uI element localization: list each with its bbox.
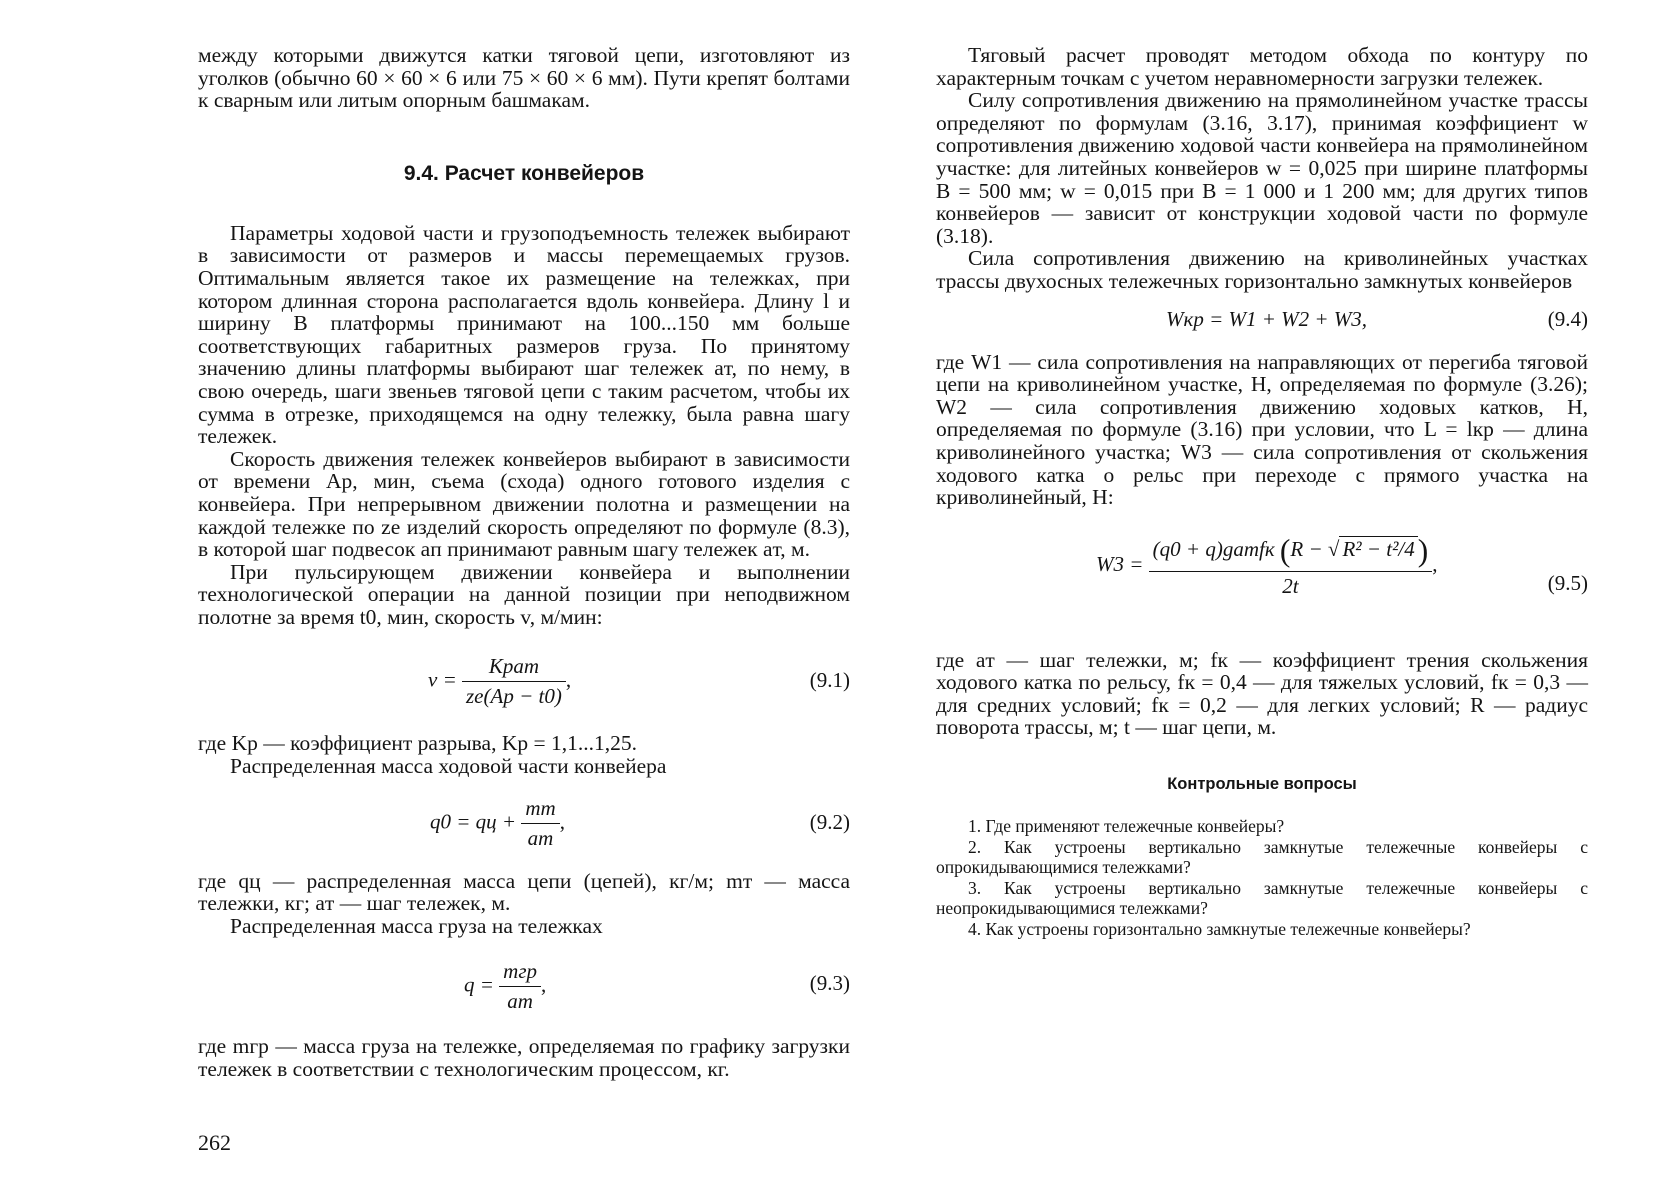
left-paragraph-2: Параметры ходовой части и грузоподъемность тележек выбирают в зависимости от размеров и массы перемещаемых грузов. Оптимальным является такое их размещение на тележках, при котором длинная сторона располагается вдоль конвейера. Длину l и ширину B платформы принимают на 100...150 мм больше соответствующих габаритных размеров груза. По принятому значению длины платформы выбирают шаг тележек aт, по нему, в свою очередь, шаги звеньев тяговой цепи с таким расчетом, чтобы их сумма в отрезке, приходящемся на одну тележку, была равна шагу тележек. bbox=[198, 220, 850, 449]
eq5-denominator: 2t bbox=[1282, 573, 1299, 598]
left-paragraph-1: между которыми движутся катки тяговой цепи, изготовляют из уголков (обычно 60 × 60 × 6 или 75 × 60 × 6 мм). Пути крепят болтами к сварным или литым опорным башмакам. bbox=[198, 43, 850, 113]
eq3-tail: , bbox=[541, 972, 547, 997]
left-paragraph-4: При пульсирующем движении конвейера и выполнении технологической операции на данной позиции при неподвижном полотне за время t0, мин, скорость v, м/мин: bbox=[198, 559, 850, 629]
eq2-number: (9.2) bbox=[809, 809, 850, 834]
left-paragraph-3: Скорость движения тележек конвейеров выбирают в зависимости от времени Aр, мин, съема (схода) одного готового изделия с конвейера. При непрерывном движении полотна и размещении на каждой тележке по ze изделий скорость определяют по формуле (8.3), в которой шаг подвесок aп принимают равным шагу тележек aт, м. bbox=[198, 446, 850, 562]
eq5-tail: , bbox=[1432, 551, 1438, 576]
eq5-numerator-r: R − bbox=[1290, 536, 1323, 561]
eq5-sqrt: R² − t²/4 bbox=[1339, 536, 1417, 562]
right-paragraph-4: где W1 — сила сопротивления на направляющих от перегиба тяговой цепи на криволинейном участке, Н, определяемая по формуле (3.26); W2 — сила сопротивления движению ходовых катков, Н, определяемая по формуле (3.16) при условии, что L = lкр — длина криволинейного участка; W3 — сила сопротивления от скольжения ходового катка о рельс при переходе с прямого участка на криволинейный, Н: bbox=[936, 349, 1588, 510]
eq5-numerator: (q0 + q)gaтfк (R − √ R² − t²/4) bbox=[1149, 533, 1433, 572]
eq1-denominator: ze(Aр − t0) bbox=[466, 684, 562, 709]
eq2-tail: , bbox=[559, 808, 565, 833]
equation-9-4 bbox=[936, 293, 1588, 351]
page-number: 262 bbox=[198, 1130, 231, 1155]
eq5-lhs: W3 = bbox=[1096, 551, 1144, 576]
question-item: 4. Как устроены горизонтально замкнутые тележечные конвейеры? bbox=[968, 918, 1471, 939]
questions-title: Контрольные вопросы bbox=[1167, 775, 1357, 794]
left-page-column bbox=[198, 44, 850, 1081]
right-paragraph-1: Тяговый расчет проводят методом обхода по контуру по характерным точкам с учетом неравномерности загрузки тележек. bbox=[936, 43, 1588, 90]
equation-9-2 bbox=[198, 778, 850, 870]
eq3-number: (9.3) bbox=[809, 971, 850, 996]
eq3-fraction bbox=[499, 959, 541, 1014]
right-page-column bbox=[936, 44, 1588, 939]
eq5-numerator-factor: (q0 + q)gaтfк bbox=[1152, 536, 1275, 561]
left-paragraph-6: Распределенная масса ходовой части конвейера bbox=[230, 754, 667, 779]
question-item: 3. Как устроены вертикально замкнутые тележечные конвейеры с неопрокидывающимися тележками? bbox=[936, 877, 1588, 919]
question-item: 2. Как устроены вертикально замкнутые тележечные конвейеры с опрокидывающимися тележками? bbox=[936, 836, 1588, 878]
equation-9-5 bbox=[936, 509, 1588, 649]
right-paragraph-2: Силу сопротивления движению на прямолинейном участке трассы определяют по формулам (3.16, 3.17), принимая коэффициент w сопротивления движению ходовой части конвейера на прямолинейном участке: для литейных конвейеров w = 0,025 при ширине платформы B = 500 мм; w = 0,015 при B = 1 000 и 1 200 мм; для других типов конвейеров — зависит от конструкции ходовой части по формуле (3.18). bbox=[936, 88, 1588, 248]
eq5-right-paren: ) bbox=[1417, 532, 1429, 568]
left-paragraph-8: Распределенная масса груза на тележках bbox=[230, 913, 603, 938]
eq1-numerator: Kрaт bbox=[462, 654, 566, 682]
left-paragraph-7: где qц — распределенная масса цепи (цепей), кг/м; mт — масса тележки, кг; aт — шаг тележек, м. bbox=[198, 868, 850, 916]
eq1-fraction bbox=[462, 654, 566, 709]
left-paragraph-9: где mгр — масса груза на тележке, определяемая по графику загрузки тележек в соответствии с технологическим процессом, кг. bbox=[198, 1034, 850, 1082]
eq3-numerator: mгр bbox=[499, 959, 541, 987]
right-paragraph-5: где aт — шаг тележки, м; fк — коэффициент трения скольжения ходового катка по рельсу, fк = 0,4 — для тяжелых условий, fк = 0,3 — для средних условий; fк = 0,2 — для легких условий; R — радиус поворота трассы, м; t — шаг цепи, м. bbox=[936, 647, 1588, 740]
equation-9-3 bbox=[198, 937, 850, 1035]
eq5-number: (9.5) bbox=[1547, 570, 1588, 595]
eq1-tail: , bbox=[565, 667, 572, 692]
eq5-left-paren: ( bbox=[1279, 532, 1291, 568]
equation-9-1 bbox=[198, 628, 850, 732]
eq1-number: (9.1) bbox=[809, 668, 850, 693]
eq3-lhs: q = bbox=[464, 972, 494, 997]
eq5-fraction bbox=[1149, 533, 1433, 599]
eq2-numerator: mт bbox=[521, 796, 559, 824]
eq4-number: (9.4) bbox=[1547, 306, 1588, 331]
eq2-denominator: aт bbox=[527, 825, 554, 850]
section-title: 9.4. Расчет конвейеров bbox=[403, 161, 645, 185]
eq2-fraction bbox=[521, 796, 559, 851]
eq2-lhs: q0 = qц + bbox=[430, 808, 517, 833]
right-paragraph-3: Сила сопротивления движению на криволинейных участках трассы двухосных тележечных горизонтально замкнутых конвейеров bbox=[936, 246, 1588, 293]
question-item: 1. Где применяют тележечные конвейеры? bbox=[968, 816, 1285, 837]
questions-list bbox=[936, 816, 1588, 939]
eq4-body: Wкр = W1 + W2 + W3, bbox=[1166, 306, 1368, 331]
left-paragraph-5: где Kр — коэффициент разрыва, Kр = 1,1...1,25. bbox=[198, 731, 637, 756]
eq3-denominator: aт bbox=[507, 989, 533, 1014]
eq1-lhs: v = bbox=[428, 667, 457, 692]
